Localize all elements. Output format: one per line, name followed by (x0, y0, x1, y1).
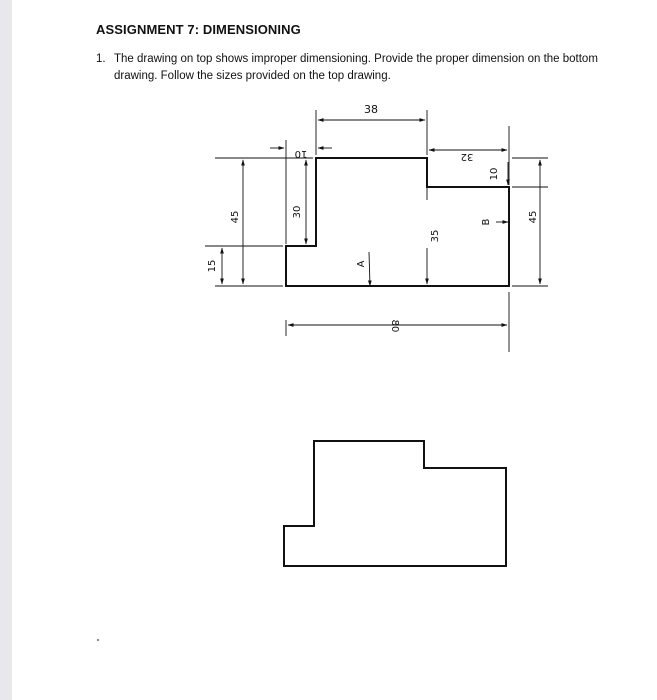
question-text: The drawing on top shows improper dimensioning. Provide the proper dimension on the bottom drawing. Follow the sizes provided on the top drawing. (114, 53, 598, 82)
dim-35-label: 35 (430, 229, 441, 243)
question-number: 1. (96, 53, 106, 65)
dim-15-label: 15 (207, 259, 218, 273)
dim-80-label: 80 (389, 319, 400, 333)
dim-32-label: 32 (460, 151, 474, 162)
label-a: A (356, 260, 367, 268)
bottom-part-outline (284, 441, 506, 566)
top-extension-lines (205, 110, 548, 352)
dim-30-label: 30 (292, 205, 303, 219)
label-b: B (481, 218, 492, 226)
top-dimension-lines (222, 120, 540, 325)
stray-mark (97, 639, 99, 641)
dim-10-top-label: 10 (294, 148, 308, 159)
dim-45-left-label: 45 (230, 210, 241, 224)
top-part-outline (286, 158, 509, 286)
dim-10-right-label: 10 (489, 167, 500, 181)
dim-45-right-label: 45 (528, 210, 539, 224)
dim-38-label: 38 (364, 103, 378, 116)
assignment-title: ASSIGNMENT 7: DIMENSIONING (96, 22, 301, 37)
